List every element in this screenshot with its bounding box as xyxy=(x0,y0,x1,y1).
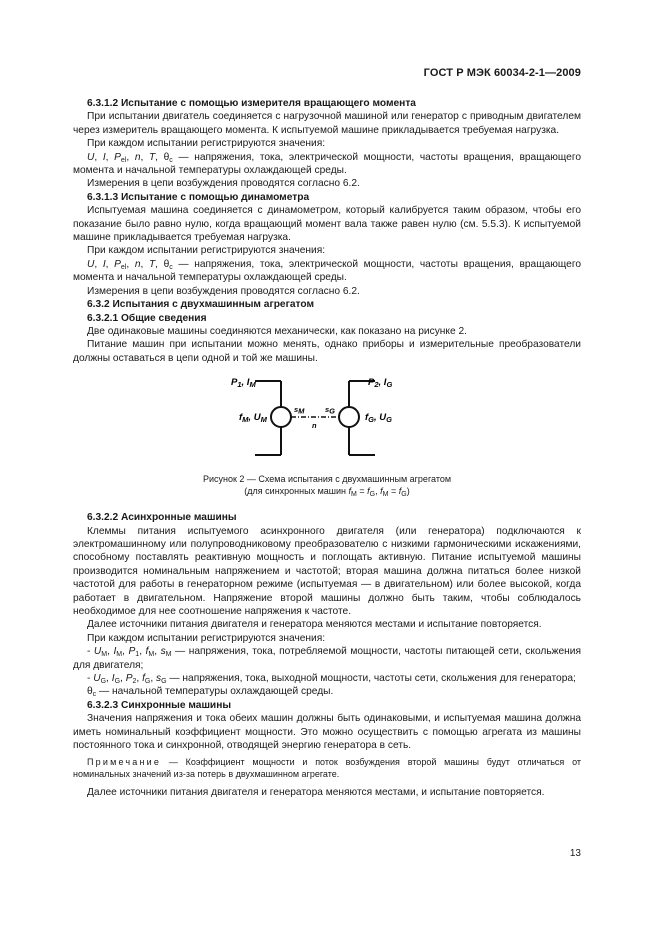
paragraph: При каждом испытании регистрируются значения: xyxy=(87,138,326,150)
figure-caption-line1: Рисунок 2 — Схема испытания с двухмашинным агрегатом xyxy=(202,474,452,485)
paragraph: Далее источники питания двигателя и генератора меняются местами, и испытание повторяется. xyxy=(87,787,545,799)
label-p1-im: $P_1$, $I_M$ xyxy=(231,377,256,390)
label-sg: sG xyxy=(325,405,336,416)
motor-symbol xyxy=(271,407,291,427)
two-machine-diagram xyxy=(73,373,581,469)
section-heading-6323: 6.3.2.3 Синхронные машины xyxy=(87,699,232,711)
list-item-motor: - $U_M$, $I_M$, $P_1$, $f_M$, $s_M$ — напряжения, тока, потребляемой мощности, частоты питающей сети, скольжения для двигателя; xyxy=(73,646,581,671)
paragraph: Питание машин при испытании можно менять, однако приборы и измерительные преобразователи должны оставаться в цепи одной и той же машины. xyxy=(73,339,581,364)
label-fm-um: $f_M$, $U_M$ xyxy=(239,412,267,425)
generator-symbol xyxy=(339,407,359,427)
quantities-paragraph: U, I, $P_{el}$, n, T, $\theta_c$ — напряжения, тока, электрической мощности, частоты вращения, вращающего момента и начальной температуры охлаждающей среды. xyxy=(73,151,581,177)
paragraph: Измерения в цепи возбуждения проводятся согласно 6.2. xyxy=(87,178,360,190)
list-item-temperature: $\theta_c$ — начальной температуры охлаждающей среды. xyxy=(87,686,334,699)
document-header: ГОСТ Р МЭК 60034-2-1—2009 xyxy=(423,67,581,79)
label-fg-ug: $f_G$, $U_G$ xyxy=(365,412,392,425)
label-sm: sM xyxy=(294,405,305,416)
list-item-generator: - $U_G$, $I_G$, $P_2$, $f_G$, $s_G$ — напряжения, тока, выходной мощности, частоты сети, скольжения для генератора; xyxy=(87,673,576,685)
label-p2-ig: $P_2$, $I_G$ xyxy=(368,377,393,390)
paragraph: При каждом испытании регистрируются значения: xyxy=(87,632,326,644)
section-heading-6322: 6.3.2.2 Асинхронные машины xyxy=(87,512,237,524)
paragraph: Испытуемая машина соединяется с динамометром, который калибруется таким образом, чтобы его показание было равно нулю, когда вращающий момент вала также равен нулю (см. 5.5.3). К испытуемой машине прикладывается требуемая нагрузка. xyxy=(73,205,581,244)
section-heading-6313: 6.3.1.3 Испытание с помощью динамометра xyxy=(87,191,310,203)
paragraph: Далее источники питания двигателя и генератора меняются местами и испытание повторяется. xyxy=(87,619,542,631)
quantities-paragraph: U, I, $P_{el}$, n, T, $\theta_c$ — напряжения, тока, электрической мощности, частоты вращения, вращающего момента и начальной температуры охлаждающей среды. xyxy=(73,258,581,284)
paragraph: Значения напряжения и тока обеих машин должны быть одинаковыми, и испытуемая машина должна иметь номинальный коэффициент мощности. Это можно осуществить с помощью агрегата из машины постоянного тока и синхронной, отводящей энергию генератора в сеть. xyxy=(73,713,581,752)
figure-caption-line2: (для синхронных машин $f_M = f_G$, $f_M = f_G$) xyxy=(244,486,410,499)
section-heading-6321: 6.3.2.1 Общие сведения xyxy=(87,312,207,324)
note-text: — Коэффициент мощности и поток возбуждения второй машины будут отличаться от номинальных значений из-за потерь в двухмашинном агрегате. xyxy=(73,757,581,780)
note xyxy=(73,756,581,780)
paragraph: Две одинаковые машины соединяются механически, как показано на рисунке 2. xyxy=(87,325,467,337)
figure-2-diagram xyxy=(73,373,581,469)
figure-caption xyxy=(73,473,581,497)
paragraph: При каждом испытании регистрируются значения: xyxy=(87,245,326,257)
section-heading-632: 6.3.2 Испытания с двухмашинным агрегатом xyxy=(87,299,314,311)
section-heading-6312: 6.3.1.2 Испытание с помощью измерителя вращающего момента xyxy=(87,98,416,109)
page-content xyxy=(73,97,581,800)
page-number: 13 xyxy=(569,848,581,859)
note-label: Примечание xyxy=(87,757,162,768)
paragraph: Измерения в цепи возбуждения проводятся согласно 6.2. xyxy=(87,285,360,297)
paragraph: Клеммы питания испытуемого асинхронного двигателя (или генератора) подключаются к электромашинному или полупроводниковому преобразователю с низкими гармоническими искажениями, способному поставлять реактивную мощность и поглощать активную. Питание испытуемой машины производится номинальным напряжением и частотой; вторая машина должна питаться более низкой частотой для работы в генераторном режиме (испытуемая — в двигательном) или более высокой, когда работает в двигательном. Напряжение второй машины должно быть таким, чтобы соблюдалось необходимое для нее соотношение напряжения к частоте. xyxy=(73,525,581,617)
paragraph: При испытании двигатель соединяется с нагрузочной машиной или генератор с приводным двигателем через измеритель вращающего момента. К испытуемой машине прикладывается требуемая нагрузка. xyxy=(73,111,581,136)
label-n: n xyxy=(312,421,317,431)
